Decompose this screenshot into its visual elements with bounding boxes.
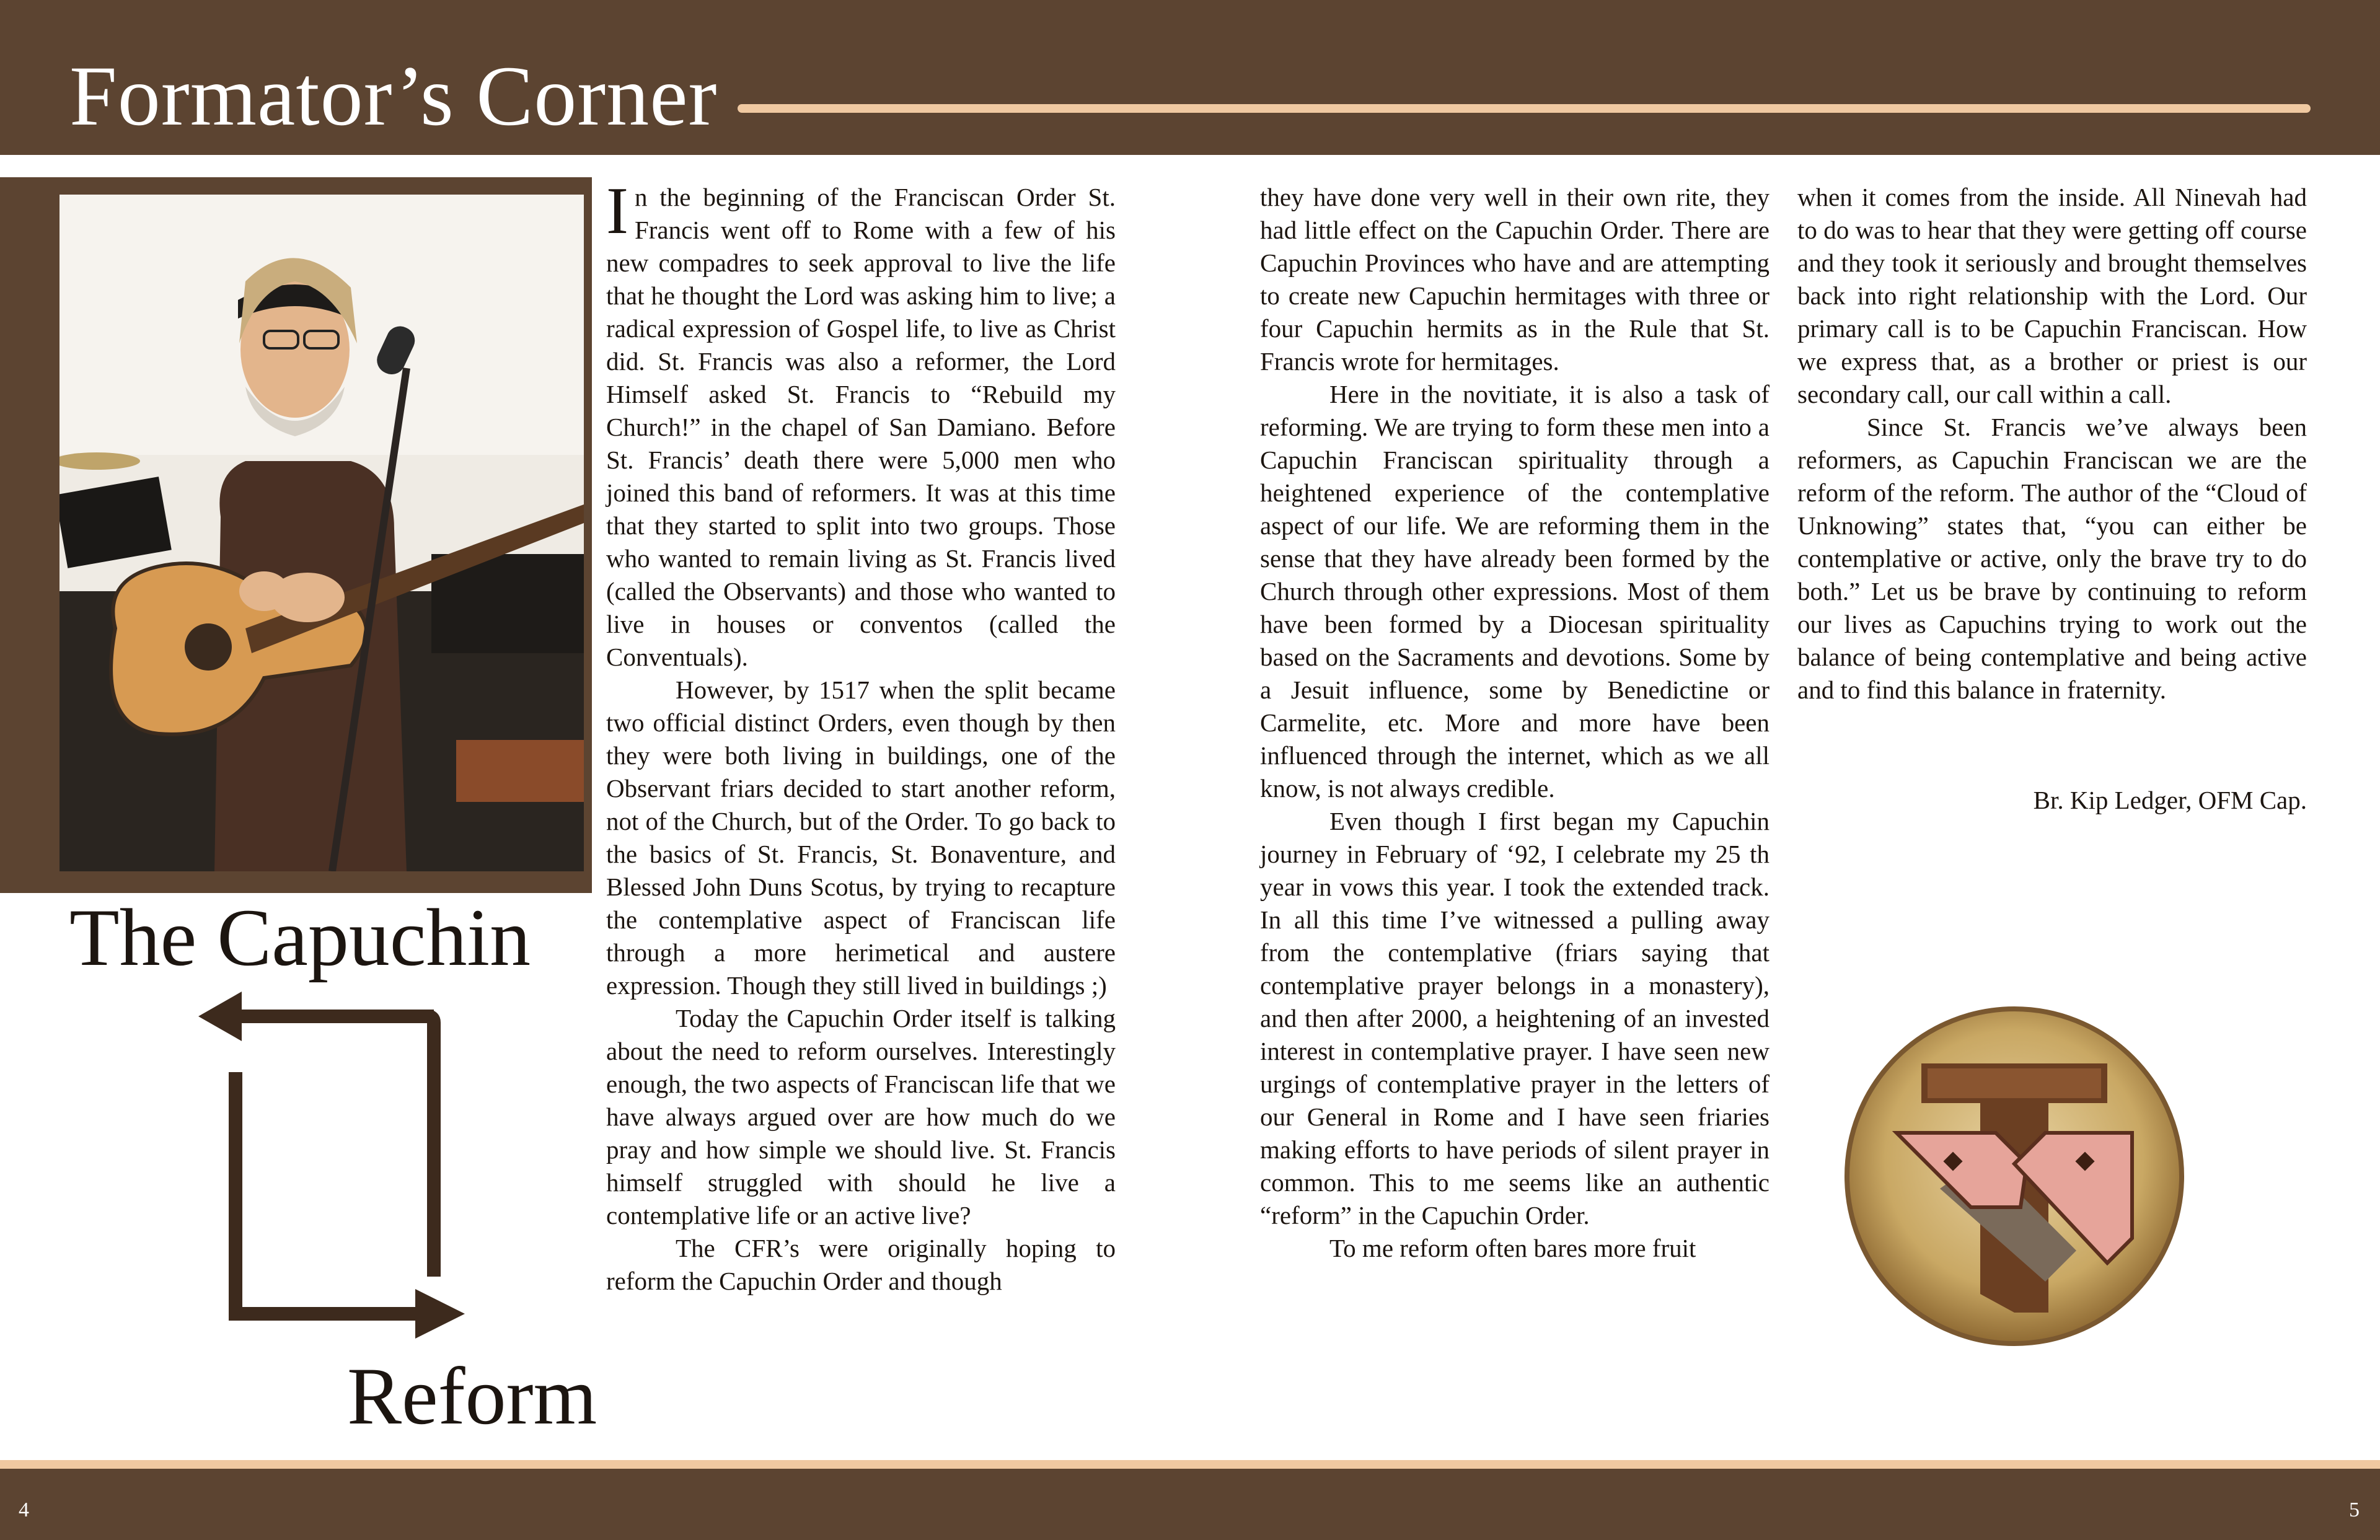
page-title: Formator’s Corner — [69, 48, 718, 143]
reform-cycle-arrows-icon — [186, 979, 483, 1354]
footer-rule — [0, 1460, 2380, 1469]
paragraph: Here in the novitiate, it is also a task of reforming. We are trying to form these men into a Capuchin Franciscan spirituality through a heightened experience of the contemplative aspect of our life. We are reforming them in the sense that they have already been formed by the Church through other expressions. Most of them have been formed by a Diocesan spirituality based on the Sacraments and devotions. Some by a Jesuit influence, some by Benedictine or Carmelite, etc. More and more have been influenced through the internet, which as we all know, is not always credible. — [1260, 380, 1770, 803]
paragraph: Today the Capuchin Order itself is talking about the need to reform ourselves. Interestingly enough, the two aspects of Franciscan life that we have always argued over are how much do we pray and how simple we should live. St. Francis himself struggled with should he live a contemplative life or an active live? — [606, 1004, 1116, 1230]
guitarist-friar-photo — [60, 195, 584, 871]
paragraph: Even though I first began my Capuchin journey in February of ‘92, I celebrate my 25 th year in vows this year. I took the extended track. In all this time I’ve witnessed a pulling away from the contemplative (friars saying that contemplative prayer belongs in a monastery), and then after 2000, a heightening of an invested interest in contemplative prayer. I have seen new urgings of contemplative prayer in the letters of our General in Rome and I have seen friaries making efforts to have periods of silent prayer in common. This to me seems like an authentic “reform” in the Capuchin Order. — [1260, 807, 1770, 1230]
paragraph: they have done very well in their own rite, they had little effect on the Capuchin Order. There are Capuchin Provinces who have and are attempting to create new Capuchin hermitages with three or four Capuchin hermits as in the Rule that St. Francis wrote for hermitages. — [1260, 183, 1770, 376]
franciscan-tau-emblem-icon — [1841, 1003, 2188, 1353]
author-signature: Br. Kip Ledger, OFM Cap. — [2033, 786, 2307, 814]
article-column-1 — [606, 174, 1116, 1298]
paragraph: Since St. Francis we’ve always been reformers, as Capuchin Franciscan we are the reform of the reform. The author of the “Cloud of Unknowing” states that, “you can either be contemplative or active, only the brave try to do both.” Let us be brave by continuing to reform our lives as Capuchins trying to work out the balance of being contemplative and being active and to find this balance in fraternity. — [1797, 413, 2307, 704]
sidebar-title-top: The Capuchin — [69, 892, 531, 983]
page-number-left: 4 — [19, 1498, 29, 1521]
drop-cap: I — [606, 174, 628, 248]
paragraph: However, by 1517 when the split became two official distinct Orders, even though by then they were both living in buildings, one of the Observant friars decided to start another reform, not of the Church, but of the Order. To go back to the basics of St. Francis, St. Bonaventure, and Blessed John Duns Scotus, by trying to recapture the contemplative aspect of Franciscan life through a more herimetical and austere expression. Though they still lived in buildings ;) — [606, 675, 1116, 1000]
paragraph: when it comes from the inside. All Ninevah had to do was to hear that they were getting off course and they took it seriously and brought themselves back into right relationship with the Lord. Our primary call is to be Capuchin Franciscan. How we express that, as a brother or priest is our secondary call, our call within a call. — [1797, 183, 2307, 408]
header-rule — [738, 104, 2311, 113]
paragraph: To me reform often bares more fruit — [1329, 1234, 1696, 1262]
page-number-right: 5 — [2349, 1498, 2360, 1521]
page-header — [0, 0, 2380, 155]
paragraph: n the beginning of the Franciscan Order St. Francis went off to Rome with a few of his new compadres to seek approval to live the life that he thought the Lord was asking him to live; a radical expression of Gospel life, to live as Christ did. St. Francis was also a reformer, the Lord Himself asked St. Francis to “Rebuild my Church!” in the chapel of San Damiano. Before St. Francis’ death there were 5,000 men who joined this band of reformers. It was at this time that they started to split into two groups. Those who wanted to remain living as St. Francis lived (called the Observants) and those who wanted to live in houses or conventos (called the Conventuals). — [606, 183, 1116, 671]
sidebar-title-bottom: Reform — [347, 1350, 597, 1441]
paragraph: The CFR’s were originally hoping to reform the Capuchin Order and though — [606, 1234, 1116, 1295]
page-footer — [0, 1469, 2380, 1540]
article-column-3 — [1797, 181, 2307, 706]
article-column-2 — [1260, 181, 1770, 1265]
